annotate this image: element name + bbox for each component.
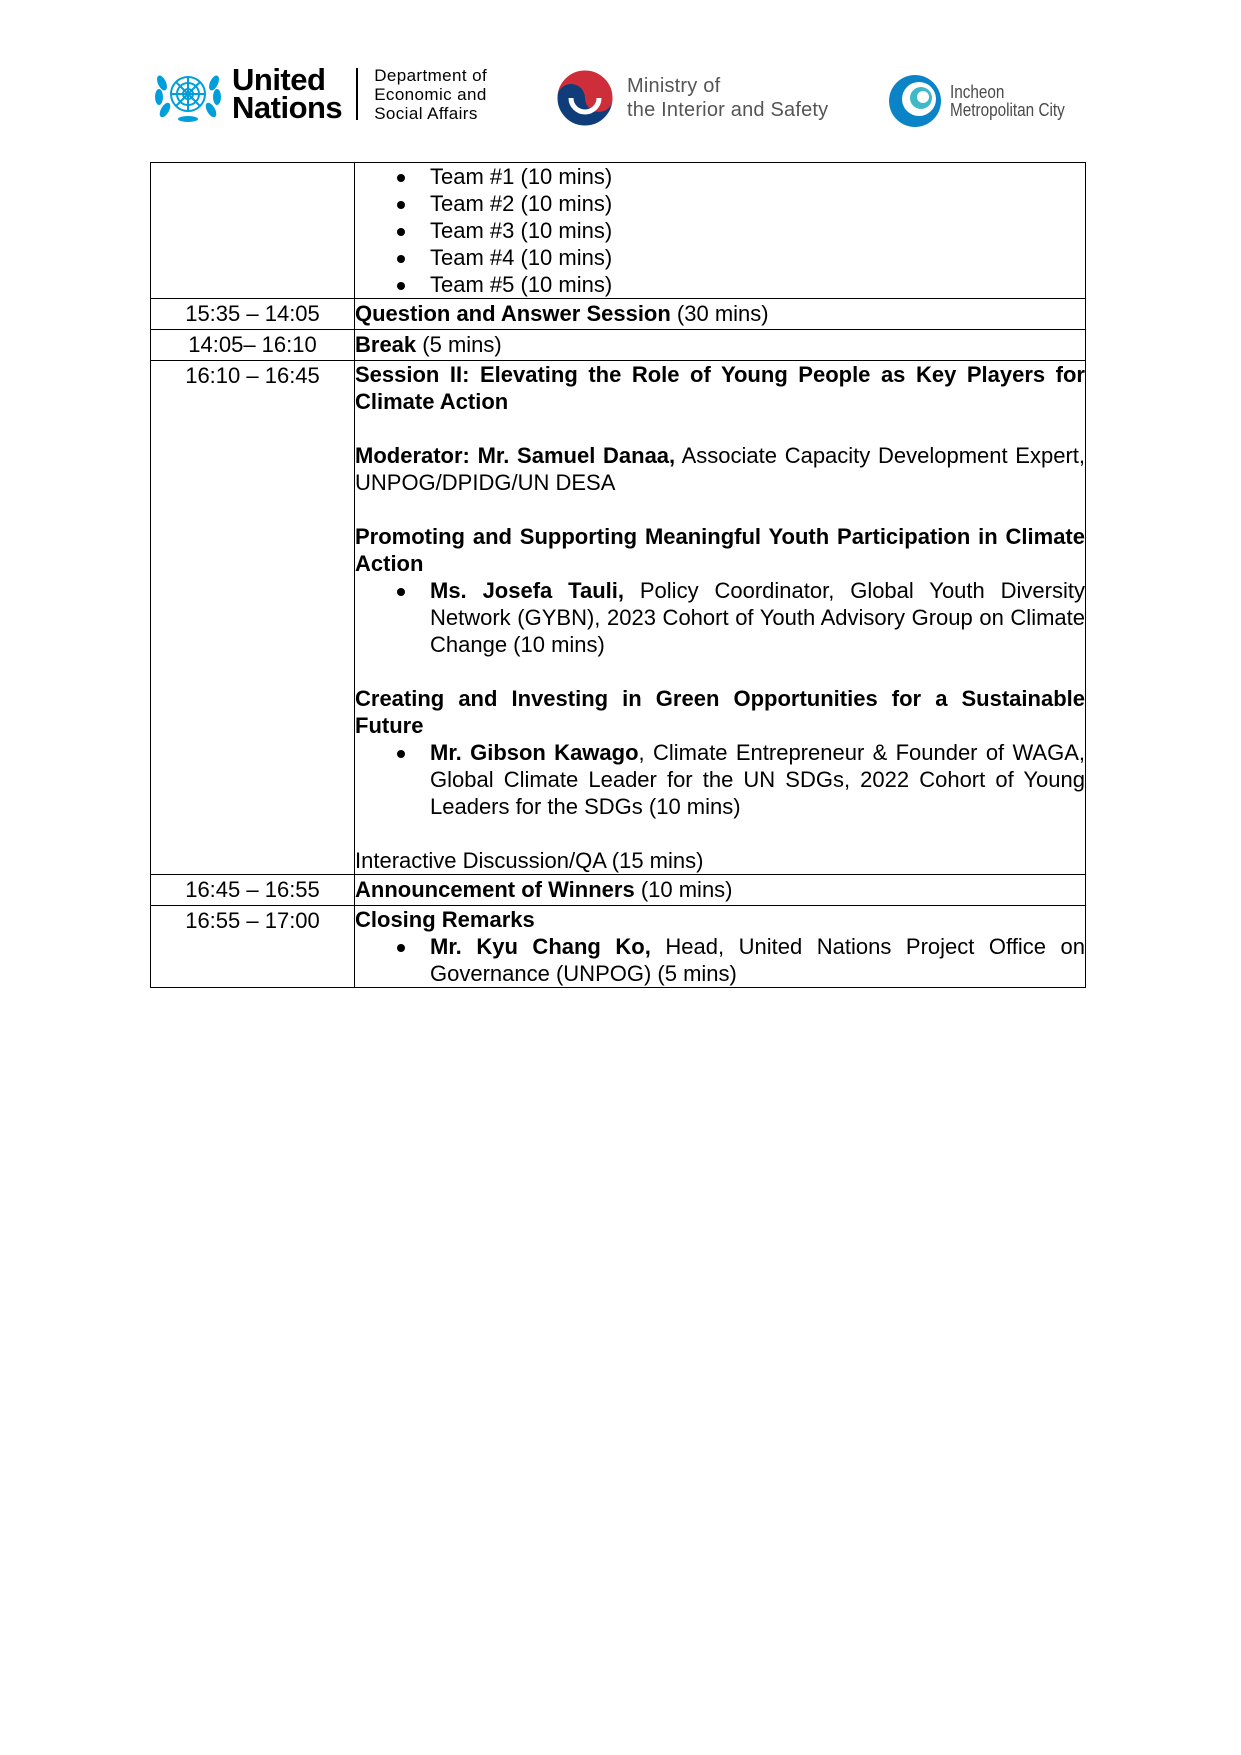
table-row-team-presentations	[151, 163, 1086, 299]
content-cell	[355, 875, 1086, 906]
speaker-list	[355, 577, 1085, 658]
table-row-closing	[151, 906, 1086, 988]
un-desa-logo	[152, 62, 488, 125]
time-cell	[151, 875, 355, 906]
discussion-line: Interactive Discussion/QA (15 mins)	[355, 848, 704, 873]
topic-heading: Creating and Investing in Green Opportunities for a Sustainable Future	[355, 686, 1085, 738]
time-cell	[151, 361, 355, 875]
time-cell	[151, 906, 355, 988]
incheon-logo	[886, 72, 1085, 130]
un-emblem-icon	[152, 65, 224, 123]
content-cell	[355, 163, 1086, 299]
speaker-name: Ms. Josefa Tauli,	[430, 578, 624, 603]
list-item	[355, 739, 1085, 820]
list-item: Team #5 (10 mins)	[355, 271, 1085, 298]
un-wordmark-line1: United	[232, 62, 326, 97]
desa-line1: Department of	[374, 65, 488, 85]
time-text: 16:55 – 17:00	[185, 908, 320, 933]
content-cell	[355, 330, 1086, 361]
topic-heading: Promoting and Supporting Meaningful Youth Participation in Climate Action	[355, 524, 1085, 576]
incheon-wordmark	[950, 83, 1065, 119]
time-text: 15:35 – 14:05	[185, 301, 320, 326]
item-title: Closing Remarks	[355, 907, 535, 932]
time-text: 16:45 – 16:55	[185, 877, 320, 902]
list-item	[355, 933, 1085, 987]
item-title: Question and Answer Session	[355, 301, 671, 326]
table-row-winners	[151, 875, 1086, 906]
time-text: 16:10 – 16:45	[185, 363, 320, 388]
speaker-role: Head, United Nations Project Office on Governance (UNPOG) (5 mins)	[430, 934, 1086, 986]
mois-wordmark	[627, 74, 828, 122]
desa-line3: Social Affairs	[374, 103, 478, 123]
item-title: Break	[355, 332, 417, 357]
item-duration: (10 mins)	[634, 877, 733, 902]
session-title: Session II: Elevating the Role of Young People as Key Players for Climate Action	[355, 362, 1085, 414]
speaker-role: , Climate Entrepreneur & Founder of WAGA, Global Climate Leader for the UN SDGs, 2022 Cohort of Young Leaders for the SDGs (10 mins)	[430, 740, 1085, 819]
incheon-emblem-icon	[886, 72, 944, 130]
time-text: 14:05– 16:10	[188, 332, 317, 357]
speaker-name: Mr. Kyu Chang Ko,	[430, 934, 651, 959]
content-cell	[355, 906, 1086, 988]
speaker-name: Mr. Gibson Kawago	[430, 740, 639, 765]
speaker-list	[355, 933, 1085, 987]
speaker-list	[355, 739, 1085, 820]
table-row-qa	[151, 299, 1086, 330]
item-duration: (30 mins)	[670, 301, 769, 326]
incheon-line1: Incheon	[950, 82, 1005, 102]
speaker-role: Policy Coordinator, Global Youth Diversity Network (GYBN), 2023 Cohort of Youth Advisory Group on Climate Change (10 mins)	[430, 578, 1085, 657]
incheon-line2: Metropolitan City	[950, 100, 1065, 120]
mois-line2: the Interior and Safety	[627, 99, 829, 121]
item-title: Announcement of Winners	[355, 877, 635, 902]
moderator-line	[355, 442, 1085, 496]
list-item	[355, 577, 1085, 658]
logo-divider	[356, 68, 358, 120]
team-list	[355, 163, 1085, 298]
un-wordmark	[232, 62, 343, 125]
desa-wordmark	[374, 66, 487, 123]
list-item: Team #1 (10 mins)	[355, 163, 1085, 190]
mois-line1: Ministry of	[627, 75, 721, 97]
taeguk-icon	[555, 68, 615, 128]
time-cell	[151, 299, 355, 330]
un-wordmark-line2: Nations	[232, 90, 343, 125]
table-row-session-2	[151, 361, 1086, 875]
moderator-role: Associate Capacity Development Expert, UNPOG/DPIDG/UN DESA	[355, 443, 1085, 495]
list-item: Team #2 (10 mins)	[355, 190, 1085, 217]
content-cell	[355, 361, 1086, 875]
agenda-table	[150, 162, 1086, 988]
time-cell	[151, 330, 355, 361]
desa-line2: Economic and	[374, 84, 487, 104]
mois-logo	[555, 68, 828, 128]
moderator-name: Moderator: Mr. Samuel Danaa,	[355, 443, 676, 468]
list-item: Team #3 (10 mins)	[355, 217, 1085, 244]
content-cell	[355, 299, 1086, 330]
time-cell	[151, 163, 355, 299]
list-item: Team #4 (10 mins)	[355, 244, 1085, 271]
item-duration: (5 mins)	[416, 332, 502, 357]
table-row-break	[151, 330, 1086, 361]
